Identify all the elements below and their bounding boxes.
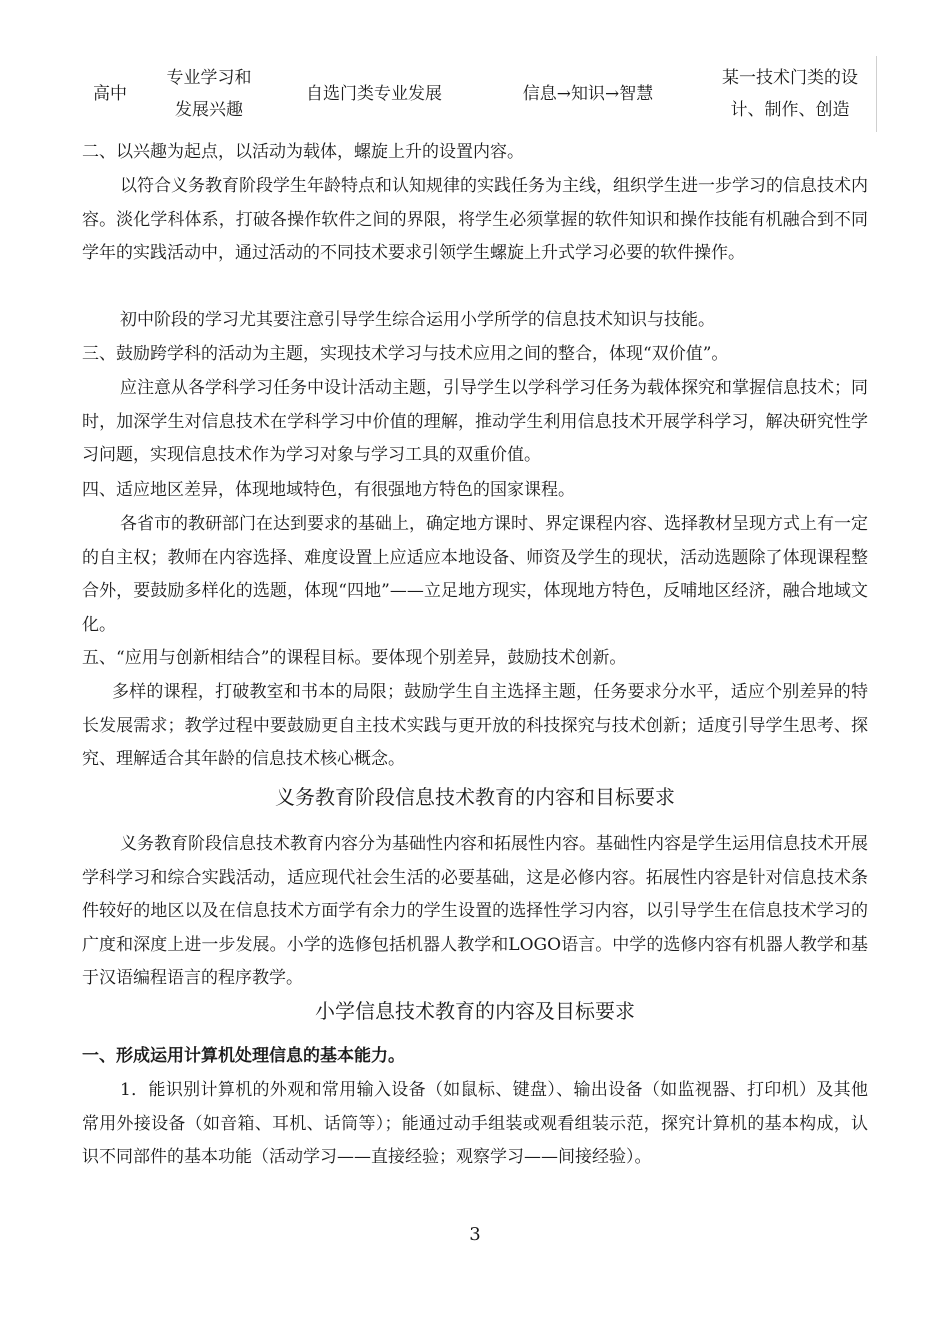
ability-line-2: 计、制作、创造 [730, 100, 850, 120]
goal-line-2: 发展兴趣 [175, 100, 243, 120]
stage-table-row [80, 56, 877, 132]
section-4-heading: 四、适应地区差异，体现地域特色，有很强地方特色的国家课程。 [82, 480, 575, 500]
goal-line-1: 专业学习和 [166, 68, 252, 88]
ability-line-1: 某一技术门类的设 [722, 68, 858, 88]
section-4-paragraph-1: 各省市的教研部门在达到要求的基础上，确定地方课时、界定课程内容、选择教材呈现方式上有一定的自主权；教师在内容选择、难度设置上应适应本地设备、师资及学生的现状，活动选题除了体现课程整合外，要鼓励多样化的选题，体现“四地”——立足地方现实，体现地方特色，反哺地区经济，融合地域文化。 [82, 514, 868, 635]
section-2-paragraph-1: 以符合义务教育阶段学生年龄特点和认知规律的实践任务为主线，组织学生进一步学习的信息技术内容。淡化学科体系，打破各操作软件之间的界限，将学生必须掌握的软件知识和操作技能有机融合到不同学年的实践活动中，通过活动的不同技术要求引领学生螺旋上升式学习必要的软件操作。 [82, 176, 868, 263]
table-cell-stage [80, 56, 140, 132]
subsection-1-item-1: 1．能识别计算机的外观和常用输入设备（如鼠标、键盘）、输出设备（如监视器、打印机）及其他常用外接设备（如音箱、耳机、话筒等）；能通过动手组装或观看组装示范，探究计算机的基本构成，认识不同部件的基本功能（活动学习——直接经验；观察学习——间接经验）。 [82, 1080, 868, 1167]
subsection-1-heading: 一、形成运用计算机处理信息的基本能力。 [82, 1046, 405, 1066]
content-label: 自选门类专业发展 [306, 84, 442, 104]
section-5-paragraph-1: 多样的课程，打破教室和书本的局限；鼓励学生自主选择主题，任务要求分水平，适应个别差异的特长发展需求；教学过程中要鼓励更自主技术实践与更开放的科技探究与技术创新；适度引导学生思考、探究、理解适合其年龄的信息技术核心概念。 [82, 682, 868, 769]
stage-label: 高中 [93, 84, 127, 104]
primary-school-title: 小学信息技术教育的内容及目标要求 [315, 999, 635, 1023]
table-cell-path [472, 56, 704, 132]
intro-paragraph: 义务教育阶段信息技术教育内容分为基础性内容和拓展性内容。基础性内容是学生运用信息技术开展学科学习和综合实践活动，适应现代社会生活的必要基础，这是必修内容。拓展性内容是针对信息技术条件较好的地区以及在信息技术方面学有余力的学生设置的选择性学习内容，以引导学生在信息技术学习的广度和深度上进一步发展。小学的选修包括机器人教学和LOGO语言。中学的选修内容有机器人教学和基于汉语编程语言的程序教学。 [82, 834, 868, 988]
section-2-paragraph-2: 初中阶段的学习尤其要注意引导学生综合运用小学所学的信息技术知识与技能。 [120, 310, 715, 330]
compulsory-education-title: 义务教育阶段信息技术教育的内容和目标要求 [275, 785, 675, 809]
section-2-heading: 二、以兴趣为起点，以活动为载体，螺旋上升的设置内容。 [82, 142, 524, 162]
section-3-heading: 三、鼓励跨学科的活动为主题，实现技术学习与技术应用之间的整合，体现“双价值”。 [82, 344, 729, 364]
section-5-heading: 五、“应用与创新相结合”的课程目标。要体现个别差异，鼓励技术创新。 [82, 648, 627, 668]
table-cell-ability [704, 56, 876, 132]
path-label: 信息→知识→智慧 [522, 84, 654, 104]
table-cell-content [276, 56, 472, 132]
page-number: 3 [469, 1224, 481, 1245]
table-cell-goal [142, 56, 276, 132]
section-3-paragraph-1: 应注意从各学科学习任务中设计活动主题，引导学生以学科学习任务为载体探究和掌握信息技术；同时，加深学生对信息技术在学科学习中价值的理解，推动学生利用信息技术开展学科学习，解决研究性学习问题，实现信息技术作为学习对象与学习工具的双重价值。 [82, 378, 868, 465]
